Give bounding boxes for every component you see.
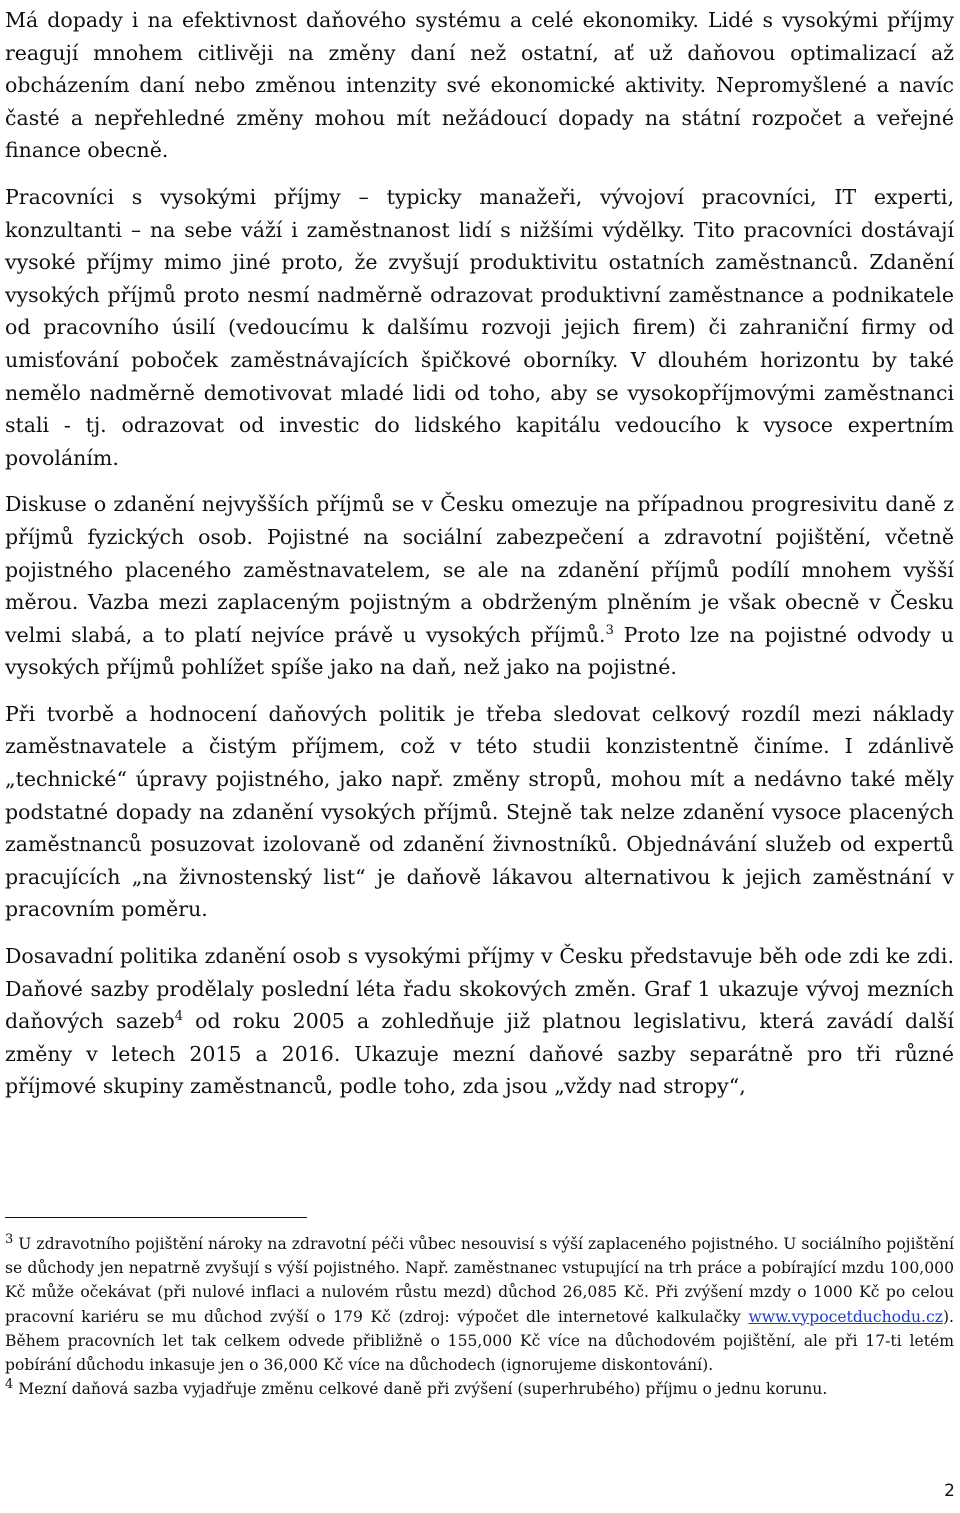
paragraph-dopady: Má dopady i na efektivnost daňového systému a celé ekonomiky. Lidé s vysokými příjmy reagují mnohem citlivěji na změny daní než ostatní, ať už daňovou optimalizací až obcházením daní nebo změnou intenzity své ekonomické aktivity. Nepromyšlené a navíc časté a nepřehledné změny mohou mít nežádoucí dopady na státní rozpočet a veřejné finance obecně. xyxy=(5,8,954,163)
footnote-3-text: U zdravotního pojištění nároky na zdravotní péči vůbec nesouvisí s výší zaplaceného pojistného. U sociálního pojištění se důchody jen nepatrně zvyšují s výší pojistného. Např. zaměstnanec vstupující na trh práce a pobírající mzdu 100,000 Kč může očekávat (při nulové inflaci a nulovém růstu mezd) důchod 26,085 Kč. Při zvýšení mzdy o 1000 Kč po celou pracovní kariéru se mu důchod zvýší o 179 Kč (zdroj: výpočet dle internetové kalkulačky xyxy=(5,1235,954,1326)
footnote-3-text-rest: ). Během pracovních let tak celkem odvede přibližně o 155,000 Kč více na důchodovém pojištění, ale při 17-ti letém pobírání důchodu inkasuje jen o 36,000 Kč více na důchodech (ignorujeme diskontování). xyxy=(5,1307,954,1375)
footnote-4 xyxy=(5,1377,954,1401)
footnotes xyxy=(5,1232,954,1401)
footnote-ref-3[interactable]: 3 xyxy=(605,622,614,638)
paragraph-diskuse-text: Diskuse o zdanění nejvyšších příjmů se v Česku omezuje na případnou progresivitu daně z příjmů fyzických osob. Pojistné na sociální zabezpečení a zdravotní pojištění, včetně pojistného placeného zaměstnavatelem, se ale na zdanění příjmů podílí mnohem vyšší měrou. Vazba mezi zaplaceným pojistným a obdrženým plněním je však obecně v Česku velmi slabá, a to platí nejvíce právě u vysokých příjmů. xyxy=(5,492,954,647)
paragraph-pracovnici: Pracovníci s vysokými příjmy – typicky manažeři, vývojoví pracovníci, IT experti, konzultanti – na sebe váží i zaměstnanost lidí s nižšími výdělky. Tito pracovníci dostávají vysoké příjmy mimo jiné proto, že zvyšují produktivitu ostatních zaměstnanců. Zdanění vysokých příjmů proto nesmí nadměrně odrazovat produktivní zaměstnance a podnikatele od pracovního úsilí (vedoucímu k dalšímu rozvoji jejich firem) či zahraniční firmy od umisťování poboček zaměstnávajících špičkové oborníky. V dlouhém horizontu by také nemělo nadměrně demotivovat mladé lidi od toho, aby se vysokopříjmovými zaměstnanci stali - tj. odrazovat od investic do lidského kapitálu vedoucího k vysoce expertním povoláním. xyxy=(5,184,954,470)
body-text xyxy=(5,4,954,1117)
paragraph-diskuse-text-rest: Proto lze na pojistné odvody u vysokých příjmů pohlížet spíše jako na daň, než jako na pojistné. xyxy=(5,622,954,680)
footnote-ref-4[interactable]: 4 xyxy=(174,1009,183,1025)
footnote-3-number: 3 xyxy=(5,1231,14,1247)
paragraph-dosavadni xyxy=(5,940,954,1103)
paragraph-dosavadni-text-rest: od roku 2005 a zohledňuje již platnou legislativu, která zavádí další změny v letech 2015 a 2016. Ukazuje mezní daňové sazby separátně pro tři různé příjmové skupiny zaměstnanců, podle toho, zda jsou „vždy nad stropy“, xyxy=(5,1009,954,1099)
vypocetduchodu-link[interactable]: www.vypocetduchodu.cz xyxy=(748,1307,943,1326)
footnote-separator xyxy=(5,1217,307,1218)
footnote-4-number: 4 xyxy=(5,1377,14,1393)
page-number: 2 xyxy=(944,1481,955,1501)
paragraph-dosavadni-text: Dosavadní politika zdanění osob s vysokými příjmy v Česku představuje běh ode zdi ke zdi. Daňové sazby prodělaly poslední léta řadu skokových změn. Graf 1 ukazuje vývoj mezních daňových sazeb xyxy=(5,944,954,1034)
footnote-3 xyxy=(5,1232,954,1377)
paragraph-diskuse xyxy=(5,488,954,684)
paragraph-tvorba: Při tvorbě a hodnocení daňových politik je třeba sledovat celkový rozdíl mezi náklady zaměstnavatele a čistým příjmem, což v této studii konzistentně činíme. I zdánlivě „technické“ úpravy pojistného, jako např. změny stropů, mohou mít a nedávno také měly podstatné dopady na zdanění vysokých příjmů. Stejně tak nelze zdanění vysoce placených zaměstnanců posuzovat izolovaně od zdanění živnostníků. Objednávání služeb od expertů pracujících „na živnostenský list“ je daňově lákavou alternativou k jejich zaměstnání v pracovním poměru. xyxy=(5,701,954,922)
footnote-4-text: Mezní daňová sazba vyjadřuje změnu celkové daně při zvýšení (superhrubého) příjmu o jednu korunu. xyxy=(13,1380,828,1399)
